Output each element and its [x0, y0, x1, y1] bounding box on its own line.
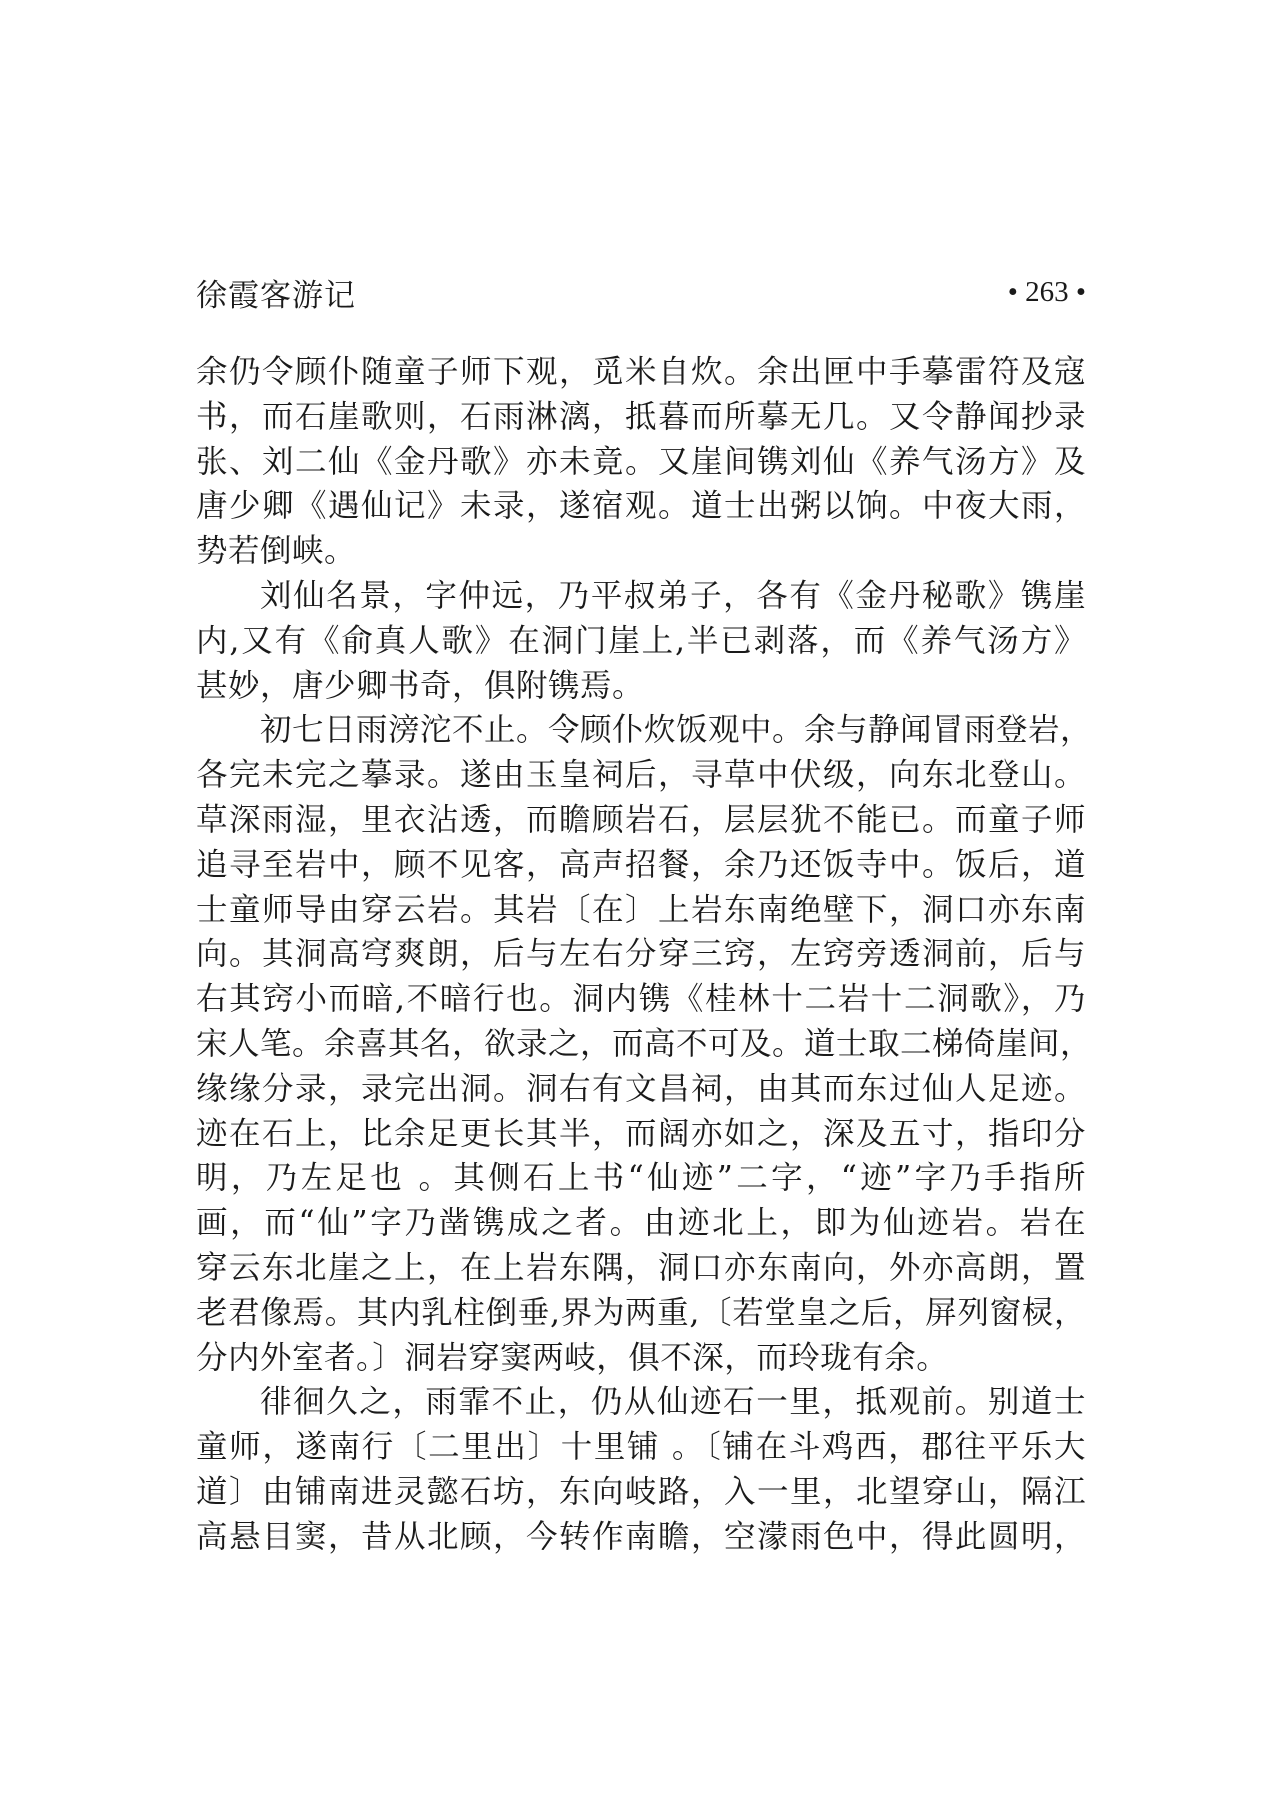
- text-line: 高悬目窦，昔从北顾，今转作南瞻，空濛雨色中，得此圆明，: [196, 1518, 1086, 1555]
- paragraph: [196, 350, 1086, 574]
- text-line: 缘缘分录，录完出洞。洞右有文昌祠，由其而东过仙人足迹。: [196, 1070, 1086, 1107]
- text-line: 士童师导由穿云岩。其岩〔在〕上岩东南绝壁下，洞口亦东南: [196, 891, 1086, 928]
- text-line: 分内外室者。〕洞岩穿窦两岐，俱不深，而玲珑有余。: [196, 1339, 949, 1376]
- text-line: 迹在石上，比余足更长其半，而阔亦如之，深及五寸，指印分: [196, 1115, 1086, 1152]
- text-line: 童师，遂南行〔二里出〕十里铺 。〔铺在斗鸡西，郡往平乐大: [196, 1429, 1086, 1466]
- text-line: 势若倒峡。: [196, 533, 357, 570]
- paragraph: [196, 574, 1086, 708]
- text-line: 明，乃左足也 。其侧石上书“仙迹”二字，“迹”字乃手指所: [196, 1160, 1086, 1197]
- text-line: 穿云东北崖之上，在上岩东隅，洞口亦东南向，外亦高朗，置: [196, 1249, 1086, 1286]
- text-body: [196, 350, 1093, 1560]
- text-line: 张、刘二仙《金丹歌》亦未竟。又崖间镌刘仙《养气汤方》及: [196, 443, 1086, 480]
- text-line: 内,又有《俞真人歌》在洞门崖上,半已剥落，而《养气汤方》: [196, 622, 1086, 659]
- text-line: 徘徊久之，雨霏不止，仍从仙迹石一里，抵观前。别道士: [260, 1384, 1086, 1421]
- text-line: 唐少卿《遇仙记》未录，遂宿观。道士出粥以饷。中夜大雨，: [196, 488, 1086, 525]
- text-line: 老君像焉。其内乳柱倒垂,界为两重,〔若堂皇之后，屏列窗棂，: [196, 1294, 1086, 1331]
- text-line: 书，而石崖歌则，石雨淋漓，抵暮而所摹无几。又令静闻抄录: [196, 398, 1086, 435]
- text-line: 甚妙，唐少卿书奇，俱附镌焉。: [196, 667, 645, 704]
- text-line: 右其窍小而暗,不暗行也。洞内镌《桂林十二岩十二洞歌》，乃: [196, 981, 1086, 1018]
- text-line: 余仍令顾仆随童子师下观，觅米自炊。余出匣中手摹雷符及寇: [196, 354, 1086, 390]
- text-line: 初七日雨滂沱不止。令顾仆炊饭观中。余与静闻冒雨登岩，: [260, 712, 1093, 749]
- paragraph: [196, 1380, 1086, 1559]
- text-line: 刘仙名景，字仲远，乃平叔弟子，各有《金丹秘歌》镌崖: [260, 577, 1086, 614]
- book-title: 徐霞客游记: [196, 277, 356, 314]
- text-line: 宋人笔。余喜其名，欲录之，而高不可及。道士取二梯倚崖间，: [196, 1025, 1093, 1062]
- text-line: 追寻至岩中，顾不见客，高声招餐，余乃还饭寺中。饭后，道: [196, 846, 1086, 883]
- page-number: • 263 •: [1007, 275, 1086, 308]
- text-line: 向。其洞高穹爽朗，后与左右分穿三窍，左窍旁透洞前，后与: [196, 936, 1086, 973]
- text-line: 草深雨湿，里衣沾透，而瞻顾岩石，层层犹不能已。而童子师: [196, 801, 1086, 838]
- text-line: 画，而“仙”字乃凿镌成之者。由迹北上，即为仙迹岩。岩在: [196, 1205, 1086, 1242]
- paragraph: [196, 708, 1093, 1380]
- text-line: 道〕由铺南进灵懿石坊，东向岐路，入一里，北望穿山，隔江: [196, 1473, 1086, 1510]
- page-header: [196, 270, 1086, 314]
- text-line: 各完未完之摹录。遂由玉皇祠后，寻草中伏级，向东北登山。: [196, 757, 1086, 794]
